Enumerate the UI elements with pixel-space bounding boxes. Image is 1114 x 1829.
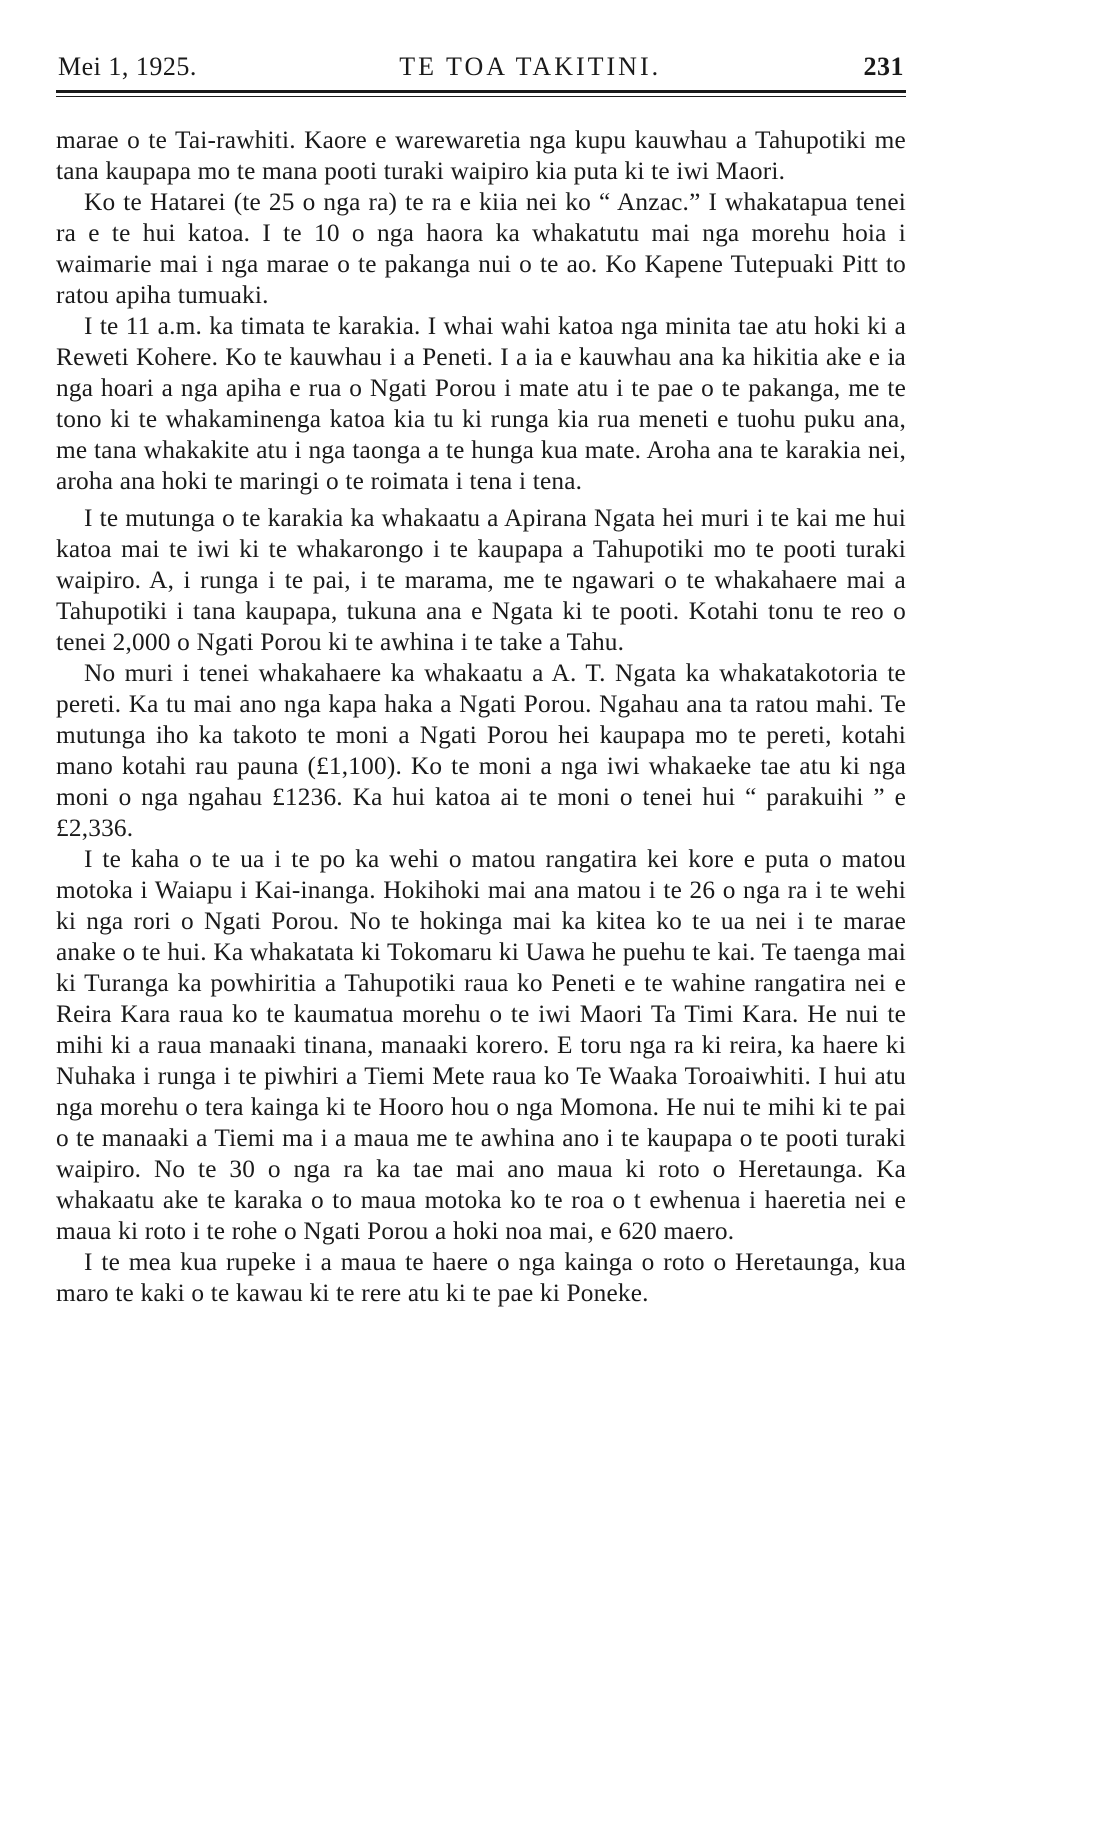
paragraph: I te kaha o te ua i te po ka wehi o matou rangatira kei kore e puta o matou motoka i Waiapu i Kai-inanga. Hokihoki mai ana matou i te 26 o nga ra i te wehi ki nga rori o Ngati Porou. No te hokinga mai ka kitea ko te ua nei i te marae anake o te hui. Ka whakatata ki Tokomaru ki Uawa he puehu te kai. Te taenga mai ki Turanga ka powhiritia a Tahupotiki raua ko Peneti e te wahine rangatira nei e Reira Kara raua ko te kaumatua morehu o te iwi Maori Ta Timi Kara. He nui te mihi ki a raua manaaki tinana, manaaki korero. E toru nga ra ki reira, ka haere ki Nuhaka i runga i te piwhiri a Tiemi Mete raua ko Te Waaka Toroaiwhiti. I hui atu nga morehu o tera kainga ki te Hooro hou o nga Momona. He nui te mihi ki te pai o te manaaki a Tiemi ma i a maua me te awhina ano i te kaupapa o te pooti turaki waipiro. No te 30 o nga ra ka tae mai ano maua ki roto o Heretaunga. Ka whakaatu ake te karaka o to maua motoka ko te roa o t ewhenua i haeretia nei e maua ki roto i te rohe o Ngati Porou a hoki noa mai, e 620 maero. <box>56 845 906 1245</box>
header-rule <box>56 90 906 97</box>
running-header <box>56 52 906 82</box>
paragraph: marae o te Tai-rawhiti. Kaore e warewaretia nga kupu kauwhau a Tahupotiki me tana kaupapa mo te mana pooti turaki waipiro kia puta ki te iwi Maori. <box>56 126 906 185</box>
paragraph: Ko te Hatarei (te 25 o nga ra) te ra e kiia nei ko “ Anzac.” I whakatapua tenei ra e te hui katoa. I te 10 o nga haora ka whakatutu mai nga morehu hoia i waimarie mai i nga marae o te pakanga nui o te ao. Ko Kapene Tutepuaki Pitt to ratou apiha tumuaki. <box>56 188 906 309</box>
page-number: 231 <box>863 52 904 81</box>
paragraph: No muri i tenei whakahaere ka whakaatu a A. T. Ngata ka whakatakotoria te pereti. Ka tu mai ano nga kapa haka a Ngati Porou. Ngahau ana ta ratou mahi. Te mutunga iho ka takoto te moni a Ngati Porou hei kaupapa mo te pereti, kotahi mano kotahi rau pauna (£1,100). Ko te moni a nga iwi whakaeke tae atu ki nga moni o nga ngahau £1236. Ka hui katoa ai te moni o tenei hui “ parakuihi ” e £2,336. <box>56 659 906 842</box>
article-body <box>56 125 906 1309</box>
paragraph: I te 11 a.m. ka timata te karakia. I whai wahi katoa nga minita tae atu hoki ki a Reweti Kohere. Ko te kauwhau i a Peneti. I a ia e kauwhau ana ka hikitia ake e ia nga hoari a nga apiha e rua o Ngati Porou i mate atu i te pae o te pakanga, me te tono ki te whakaminenga katoa kia tu ki runga kia rua meneti e tuohu puku ana, me tana whakakite atu i nga taonga a te hunga kua mate. Aroha ana te karakia nei, aroha ana hoki te maringi o te roimata i tena i tena. <box>56 312 906 495</box>
page <box>56 52 906 1309</box>
paragraph: I te mea kua rupeke i a maua te haere o nga kainga o roto o Heretaunga, kua maro te kaki o te kawau ki te rere atu ki te pae ki Poneke. <box>56 1248 906 1307</box>
publication-title: TE TOA TAKITINI. <box>399 52 662 81</box>
header-date: Mei 1, 1925. <box>58 52 197 81</box>
paragraph: I te mutunga o te karakia ka whakaatu a Apirana Ngata hei muri i te kai me hui katoa mai te iwi ki te whakarongo i te kaupapa a Tahupotiki mo te pooti turaki waipiro. A, i runga i te pai, i te marama, me te ngawari o te whakahaere mai a Tahupotiki i tana kaupapa, tukuna ana e Ngata ki te pooti. Kotahi tonu te reo o tenei 2,000 o Ngati Porou ki te awhina i te take a Tahu. <box>56 504 906 656</box>
